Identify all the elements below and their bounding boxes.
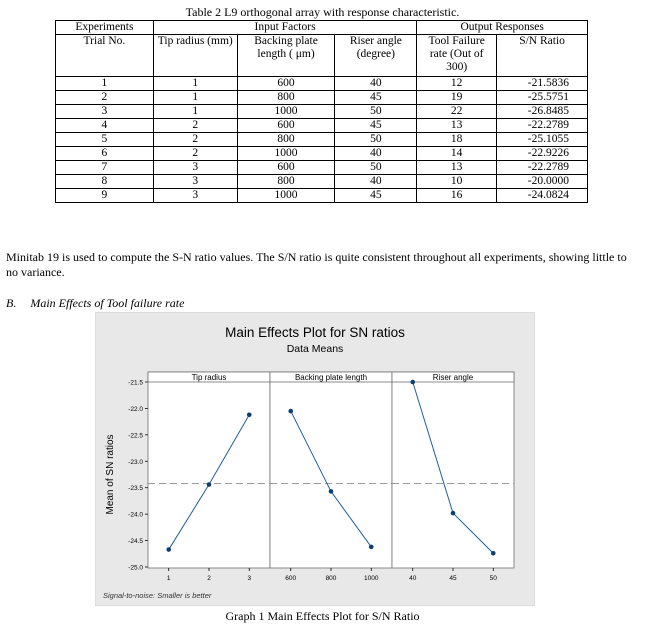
table-cell-failure: 19 [417, 91, 497, 105]
table-cell-riser: 45 [335, 119, 417, 133]
data-point [166, 547, 171, 552]
table-cell-trial: 1 [56, 77, 154, 91]
header-input-factors: Input Factors [153, 21, 416, 35]
x-tick-label: 1 [166, 575, 171, 582]
body-paragraph: Minitab 19 is used to compute the S-N ratio values. The S/N ratio is quite consistent throughout all experiments, showing little to no variance. [6, 250, 627, 279]
header-riser-angle: Riser angle (degree) [335, 35, 417, 77]
table-row [56, 161, 588, 175]
panel-3 [392, 372, 514, 568]
table-cell-tip: 2 [153, 119, 237, 133]
table-cell-tip: 2 [153, 133, 237, 147]
table-cell-sn: -22.9226 [497, 147, 588, 161]
data-point [369, 545, 374, 550]
table-cell-sn: -21.5836 [497, 77, 588, 91]
table-cell-tip: 1 [153, 91, 237, 105]
table-cell-trial: 9 [56, 189, 154, 203]
table-row [56, 133, 588, 147]
table-cell-sn: -25.1055 [497, 133, 588, 147]
table-cell-backing: 800 [237, 175, 335, 189]
panel-title: Tip radius [191, 373, 227, 382]
table-row [56, 147, 588, 161]
table-cell-failure: 10 [417, 175, 497, 189]
main-effects-plot-svg [95, 312, 535, 606]
x-tick-label: 45 [449, 575, 457, 582]
header-output-responses: Output Responses [417, 21, 588, 35]
data-point [247, 412, 252, 417]
table-cell-backing: 1000 [237, 189, 335, 203]
table-cell-backing: 800 [237, 91, 335, 105]
y-tick-label: -23.0 [128, 458, 143, 466]
header-experiments: Experiments [56, 21, 154, 35]
header-tool-failure: Tool Failure rate (Out of 300) [417, 35, 497, 77]
data-point [451, 511, 456, 516]
data-point [410, 380, 415, 385]
x-tick-label: 40 [409, 575, 417, 582]
table-cell-trial: 4 [56, 119, 154, 133]
table-cell-trial: 2 [56, 91, 154, 105]
table-cell-backing: 1000 [237, 147, 335, 161]
table-cell-tip: 2 [153, 147, 237, 161]
y-tick-label: -23.5 [128, 485, 143, 493]
x-tick-label: 800 [325, 575, 337, 582]
x-tick-label: 600 [285, 575, 297, 582]
section-letter: B. [6, 296, 17, 310]
table-cell-riser: 50 [335, 133, 417, 147]
y-tick-label: -22.5 [128, 432, 143, 440]
panel-2 [270, 372, 392, 568]
table-column-header-row [56, 35, 588, 77]
table-cell-failure: 13 [417, 161, 497, 175]
x-tick-label: 1000 [364, 575, 379, 582]
table-cell-tip: 3 [153, 161, 237, 175]
table-cell-riser: 50 [335, 105, 417, 119]
table-cell-backing: 800 [237, 133, 335, 147]
y-tick-label: -21.5 [128, 379, 143, 387]
graph-caption: Graph 1 Main Effects Plot for S/N Ratio [225, 609, 420, 623]
table-cell-sn: -20.0000 [497, 175, 588, 189]
table-cell-riser: 40 [335, 175, 417, 189]
chart-title: Main Effects Plot for SN ratios [225, 325, 405, 340]
x-tick-label: 3 [247, 575, 252, 582]
table-cell-failure: 16 [417, 189, 497, 203]
chart-footnote: Signal-to-noise: Smaller is better [103, 591, 212, 600]
table-cell-backing: 600 [237, 77, 335, 91]
table-row [56, 189, 588, 203]
y-tick-label: -22.0 [128, 405, 143, 413]
table-group-header-row [56, 21, 588, 35]
table-cell-trial: 6 [56, 147, 154, 161]
table-cell-riser: 40 [335, 147, 417, 161]
table-cell-tip: 1 [153, 77, 237, 91]
table-cell-tip: 3 [153, 189, 237, 203]
table-cell-sn: -26.8485 [497, 105, 588, 119]
table-cell-failure: 14 [417, 147, 497, 161]
x-tick-label: 50 [489, 575, 497, 582]
table-cell-sn: -22.2789 [497, 161, 588, 175]
chart-subtitle: Data Means [286, 343, 344, 355]
table-cell-trial: 7 [56, 161, 154, 175]
panel-1 [148, 372, 270, 568]
table-row [56, 91, 588, 105]
header-tip-radius: Tip radius (mm) [153, 35, 237, 77]
section-title: Main Effects of Tool failure rate [30, 296, 185, 310]
table-row [56, 105, 588, 119]
section-heading [6, 296, 184, 311]
table-row [56, 77, 588, 91]
table-cell-riser: 45 [335, 189, 417, 203]
data-point [288, 409, 293, 414]
x-tick-label: 2 [207, 575, 211, 582]
data-point [207, 482, 212, 487]
y-axis-label: Mean of SN ratios [105, 434, 116, 515]
table-cell-sn: -25.5751 [497, 91, 588, 105]
table-body [56, 77, 588, 203]
header-sn-ratio: S/N Ratio [497, 35, 588, 77]
table-cell-tip: 1 [153, 105, 237, 119]
table-cell-failure: 12 [417, 77, 497, 91]
table-row [56, 119, 588, 133]
table-cell-riser: 45 [335, 91, 417, 105]
table-cell-failure: 18 [417, 133, 497, 147]
main-effects-chart [95, 312, 535, 606]
data-point [329, 489, 334, 494]
table-cell-trial: 3 [56, 105, 154, 119]
header-trial-no: Trial No. [56, 35, 154, 77]
table-row [56, 175, 588, 189]
panel-title: Riser angle [432, 373, 474, 382]
table-caption: Table 2 L9 orthogonal array with response characteristic. [185, 5, 460, 19]
panel-title: Backing plate length [294, 373, 368, 382]
table-cell-failure: 22 [417, 105, 497, 119]
table-cell-tip: 3 [153, 175, 237, 189]
header-backing-plate: Backing plate length ( μm) [237, 35, 335, 77]
table-cell-sn: -22.2789 [497, 119, 588, 133]
data-point [491, 551, 496, 556]
y-tick-label: -25.0 [128, 564, 143, 572]
table-cell-riser: 50 [335, 161, 417, 175]
table-cell-sn: -24.0824 [497, 189, 588, 203]
table-cell-riser: 40 [335, 77, 417, 91]
table-cell-trial: 5 [56, 133, 154, 147]
table-cell-trial: 8 [56, 175, 154, 189]
table-cell-failure: 13 [417, 119, 497, 133]
y-tick-label: -24.0 [128, 511, 143, 519]
l9-table [55, 20, 588, 203]
table-cell-backing: 600 [237, 119, 335, 133]
y-tick-label: -24.5 [128, 538, 143, 546]
table-cell-backing: 600 [237, 161, 335, 175]
table-cell-backing: 1000 [237, 105, 335, 119]
